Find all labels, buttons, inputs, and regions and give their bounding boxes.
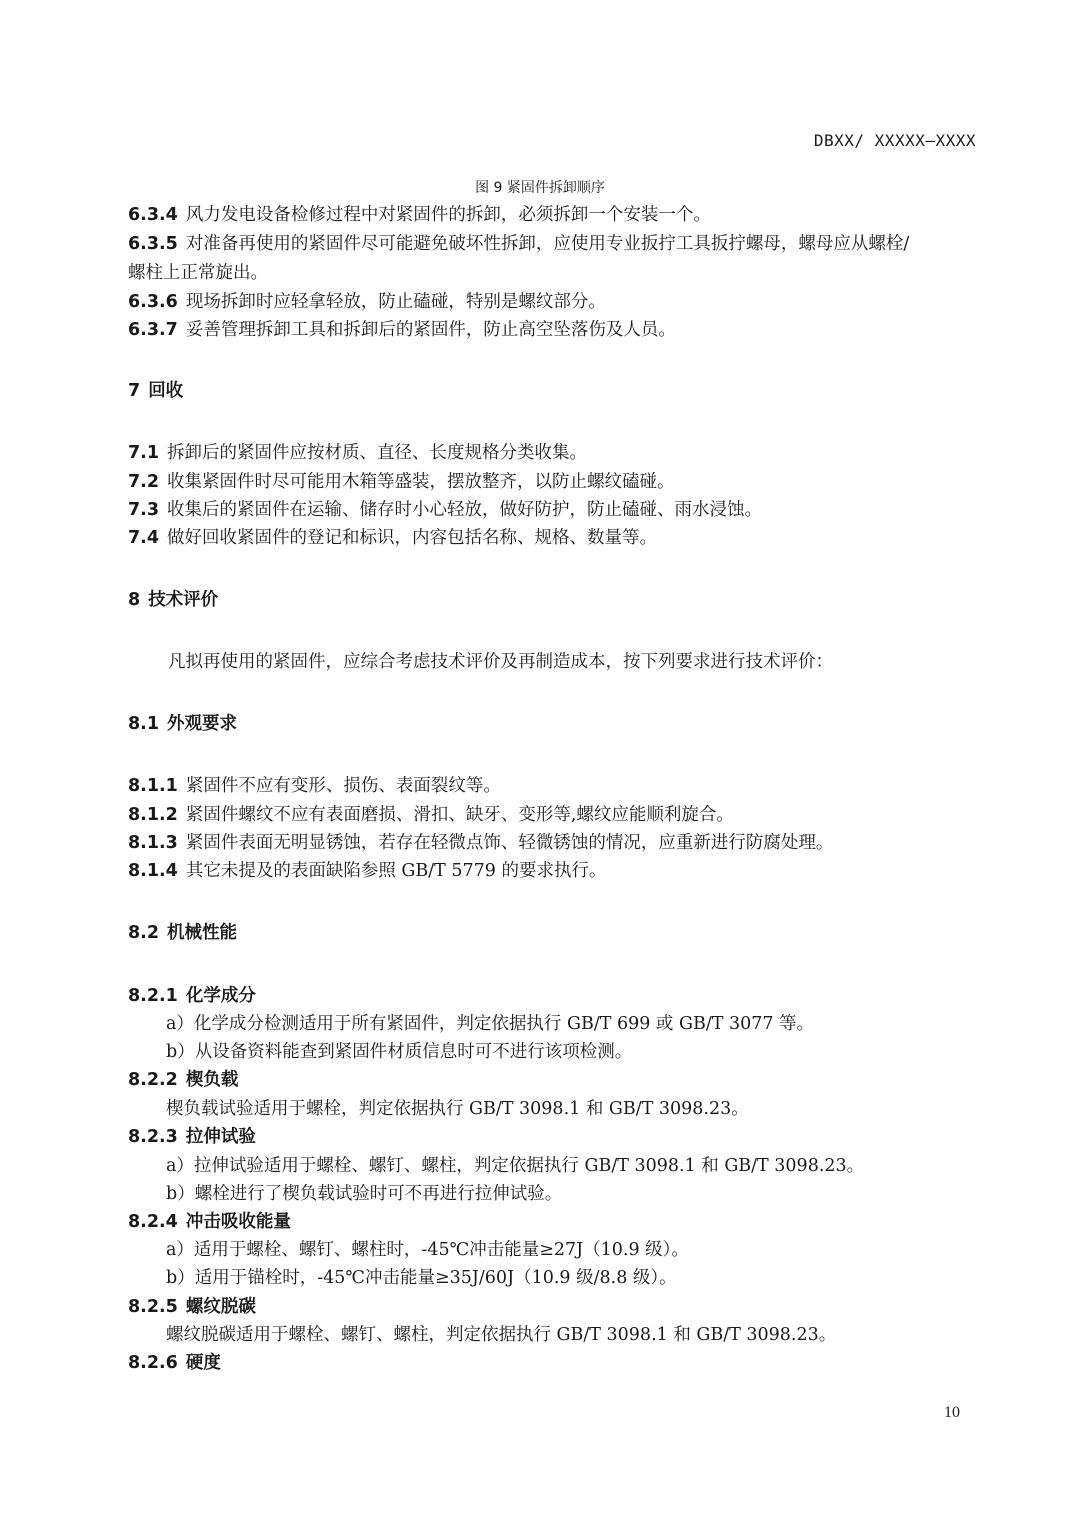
figure-caption: 图 9 紧固件拆卸顺序 xyxy=(475,180,605,196)
clause-number: 6.3.7 xyxy=(128,320,178,340)
clause-number: 6.3.6 xyxy=(128,292,178,312)
clause-8-2-1-item-b: b）从设备资料能查到紧固件材质信息时可不进行该项检测。 xyxy=(166,1042,633,1062)
clause-number: 8.1.1 xyxy=(128,776,178,796)
section-8-1-heading xyxy=(128,713,237,735)
clause-title: 化学成分 xyxy=(185,986,256,1006)
section-8-heading xyxy=(128,589,218,611)
clause-8-2-2 xyxy=(128,1069,238,1091)
clause-text: 风力发电设备检修过程中对紧固件的拆卸，必须拆卸一个安装一个。 xyxy=(185,205,711,225)
section-number: 8.1 xyxy=(128,714,160,734)
clause-text: 拆卸后的紧固件应按材质、直径、长度规格分类收集。 xyxy=(167,443,588,463)
clause-number: 8.2.6 xyxy=(128,1353,178,1373)
section-8-intro: 凡拟再使用的紧固件，应综合考虑技术评价及再制造成本，按下列要求进行技术评价： xyxy=(168,652,833,672)
clause-title: 楔负载 xyxy=(185,1070,239,1090)
clause-7-1 xyxy=(128,442,587,464)
clause-8-1-1 xyxy=(128,775,501,797)
clause-text: 收集后的紧固件在运输、储存时小心轻放，做好防护，防止磕碰、雨水浸蚀。 xyxy=(167,500,763,520)
clause-text: 紧固件表面无明显锈蚀，若存在轻微点饰、轻微锈蚀的情况，应重新进行防腐处理。 xyxy=(185,833,834,853)
clause-6-3-5-continued xyxy=(128,262,268,284)
clause-text: 紧固件不应有变形、损伤、表面裂纹等。 xyxy=(185,776,501,796)
clause-text: 紧固件螺纹不应有表面磨损、滑扣、缺牙、变形等,螺纹应能顺利旋合。 xyxy=(185,805,734,825)
clause-6-3-6 xyxy=(128,291,606,313)
clause-6-3-4 xyxy=(128,204,711,226)
clause-6-3-5 xyxy=(128,233,909,255)
section-number: 7 xyxy=(128,381,141,401)
page-number: 10 xyxy=(944,1404,960,1421)
clause-8-2-1-item-a: a）化学成分检测适用于所有紧固件，判定依据执行 GB/T 699 或 GB/T 3077 等。 xyxy=(166,1014,815,1034)
clause-8-2-3 xyxy=(128,1126,256,1148)
clause-title: 冲击吸收能量 xyxy=(185,1212,291,1232)
clause-number: 8.1.2 xyxy=(128,805,178,825)
clause-number: 8.2.1 xyxy=(128,986,178,1006)
clause-8-1-3 xyxy=(128,832,833,854)
clause-8-2-4-item-b: b）适用于锚栓时，-45℃冲击能量≥35J/60J（10.9 级/8.8 级）。 xyxy=(166,1268,677,1288)
clause-text: 做好回收紧固件的登记和标识，内容包括名称、规格、数量等。 xyxy=(167,528,658,548)
clause-8-2-3-item-b: b）螺栓进行了楔负载试验时可不再进行拉伸试验。 xyxy=(166,1184,563,1204)
clause-title: 螺纹脱碳 xyxy=(185,1297,256,1317)
clause-number: 8.1.3 xyxy=(128,833,178,853)
clause-number: 8.1.4 xyxy=(128,861,178,881)
clause-8-2-3-item-a: a）拉伸试验适用于螺栓、螺钉、螺柱，判定依据执行 GB/T 3098.1 和 GB/T 3098.23。 xyxy=(166,1156,865,1176)
section-title: 机械性能 xyxy=(167,923,238,943)
clause-7-3 xyxy=(128,499,762,521)
clause-number: 7.3 xyxy=(128,500,160,520)
clause-7-4 xyxy=(128,527,657,549)
clause-8-2-4 xyxy=(128,1211,291,1233)
clause-text: 收集紧固件时尽可能用木箱等盛装，摆放整齐，以防止螺纹磕碰。 xyxy=(167,472,675,492)
clause-8-2-6 xyxy=(128,1352,221,1374)
section-title: 回收 xyxy=(148,381,184,401)
clause-text: 对准备再使用的紧固件尽可能避免破坏性拆卸，应使用专业扳拧工具扳拧螺母，螺母应从螺栓/ xyxy=(185,234,910,254)
clause-6-3-7 xyxy=(128,319,676,341)
clause-8-2-4-item-a: a）适用于螺栓、螺钉、螺柱时，-45℃冲击能量≥27J（10.9 级）。 xyxy=(166,1240,689,1260)
section-title: 技术评价 xyxy=(148,590,219,610)
clause-8-1-2 xyxy=(128,804,734,826)
clause-title: 硬度 xyxy=(185,1353,221,1373)
clause-8-2-5-text: 螺纹脱碳适用于螺栓、螺钉、螺柱，判定依据执行 GB/T 3098.1 和 GB/T 3098.23。 xyxy=(166,1325,837,1345)
clause-8-2-5 xyxy=(128,1296,256,1318)
clause-text: 现场拆卸时应轻拿轻放，防止磕碰，特别是螺纹部分。 xyxy=(185,292,606,312)
clause-title: 拉伸试验 xyxy=(185,1127,256,1147)
clause-number: 6.3.5 xyxy=(128,234,178,254)
clause-number: 8.2.4 xyxy=(128,1212,178,1232)
section-7-heading xyxy=(128,380,183,402)
clause-number: 7.2 xyxy=(128,472,160,492)
clause-number: 7.1 xyxy=(128,443,160,463)
clause-number: 8.2.2 xyxy=(128,1070,178,1090)
section-8-2-heading xyxy=(128,922,237,944)
clause-8-2-2-text: 楔负载试验适用于螺栓，判定依据执行 GB/T 3098.1 和 GB/T 3098.23。 xyxy=(166,1099,749,1119)
clause-number: 8.2.5 xyxy=(128,1297,178,1317)
document-code: DBXX/ XXXXX—XXXX xyxy=(813,131,976,150)
section-number: 8.2 xyxy=(128,923,160,943)
clause-8-1-4 xyxy=(128,860,606,882)
section-title: 外观要求 xyxy=(167,714,238,734)
clause-text: 其它未提及的表面缺陷参照 GB/T 5779 的要求执行。 xyxy=(185,861,607,881)
clause-number: 7.4 xyxy=(128,528,160,548)
clause-number: 6.3.4 xyxy=(128,205,178,225)
clause-text: 妥善管理拆卸工具和拆卸后的紧固件，防止高空坠落伤及人员。 xyxy=(185,320,676,340)
clause-7-2 xyxy=(128,471,675,493)
clause-number: 8.2.3 xyxy=(128,1127,178,1147)
clause-text: 螺柱上正常旋出。 xyxy=(128,263,268,283)
section-number: 8 xyxy=(128,590,141,610)
clause-8-2-1 xyxy=(128,985,256,1007)
